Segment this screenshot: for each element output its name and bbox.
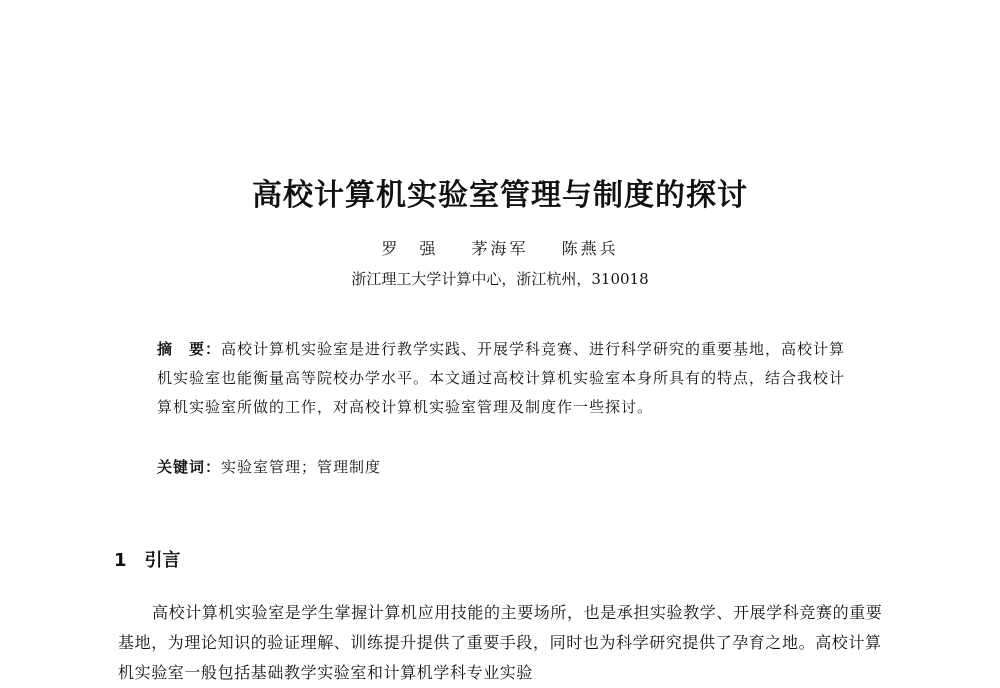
paper-title: 高校计算机实验室管理与制度的探讨 xyxy=(252,178,748,213)
abstract xyxy=(157,335,857,422)
section-title: 引言 xyxy=(144,550,181,571)
affiliation: 浙江理工大学计算中心，浙江杭州，310018 xyxy=(351,270,649,288)
abstract-label: 摘 要： xyxy=(157,340,222,358)
body-paragraph: 高校计算机实验室是学生掌握计算机应用技能的主要场所，也是承担实验教学、开展学科竞赛的重要基地，为理论知识的验证理解、训练提升提供了重要手段，同时也为科学研究提供了孕育之地。高校计算机实验室一般包括基础教学实验室和计算机学科专业实验 xyxy=(118,603,883,682)
author-list xyxy=(0,236,1000,259)
keywords-label: 关键词： xyxy=(157,458,222,476)
abstract-text: 高校计算机实验室是进行教学实践、开展学科竞赛、进行科学研究的重要基地，高校计算机实验室也能衡量高等院校办学水平。本文通过高校计算机实验室本身所具有的特点，结合我校计算机实验室所做的工作，对高校计算机实验室管理及制度作一些探讨。 xyxy=(157,340,846,416)
keywords xyxy=(157,456,857,477)
author-name: 陈燕兵 xyxy=(561,239,619,258)
section-heading xyxy=(114,546,181,572)
section-number: 1 xyxy=(114,550,127,571)
author-name: 罗 强 xyxy=(381,239,439,258)
author-name: 茅海军 xyxy=(471,239,529,258)
keywords-text: 实验室管理；管理制度 xyxy=(221,458,382,476)
